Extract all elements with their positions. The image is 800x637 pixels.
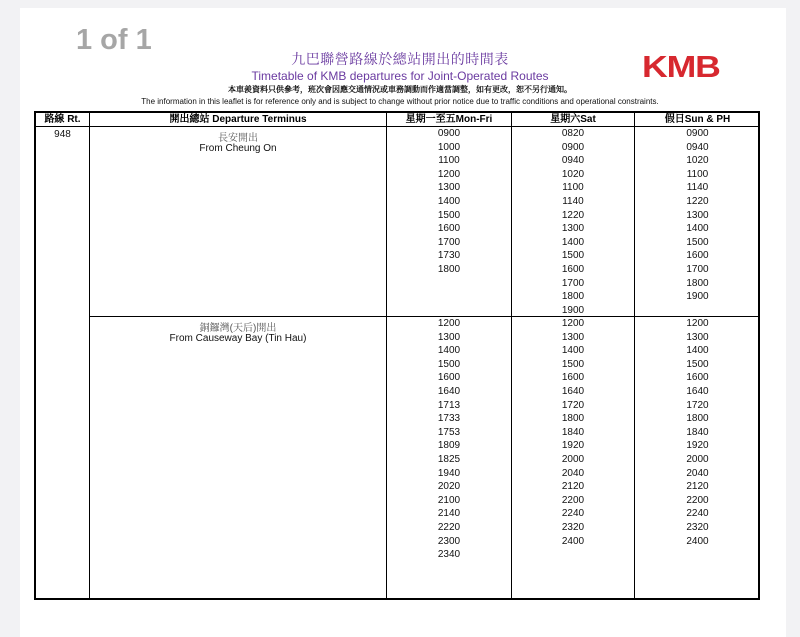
departure-time: 1200 (686, 318, 709, 329)
departure-time: 2200 (561, 494, 585, 506)
times-sunph-2 (635, 317, 760, 548)
departure-time: 1100 (438, 155, 460, 167)
departure-time: 1140 (686, 182, 709, 194)
departure-time: 1825 (437, 453, 461, 465)
times-sat-2 (512, 317, 634, 548)
departure-time: 1600 (437, 223, 461, 235)
departure-time: 1900 (686, 291, 709, 303)
departure-time: 1400 (686, 345, 709, 357)
departure-time: 1020 (686, 155, 709, 167)
departure-time: 1300 (561, 331, 585, 343)
departure-time: 1840 (561, 426, 585, 438)
departure-time: 2340 (437, 549, 461, 561)
departure-time: 1200 (437, 168, 461, 180)
departure-time: 1800 (686, 413, 709, 425)
departure-time: 1020 (561, 168, 585, 180)
header-route: 路線 Rt. (44, 114, 81, 125)
departure-time: 1300 (437, 182, 461, 194)
times-sat-1 (512, 127, 634, 317)
departure-time: 1400 (561, 345, 585, 357)
departure-time: 1700 (437, 236, 461, 248)
departure-time: 1840 (686, 426, 709, 438)
departure-time: 1920 (686, 440, 709, 452)
terminus-chinese: 銅鑼灣(天后)開出 (199, 323, 277, 334)
departure-time: 2240 (686, 508, 709, 520)
departure-time: 1600 (686, 372, 709, 384)
departure-time: 1720 (686, 399, 709, 411)
header-sat: 星期六Sat (550, 114, 596, 125)
departure-time: 1730 (437, 250, 461, 262)
departure-time: 1500 (437, 358, 461, 370)
departure-time: 1940 (437, 467, 461, 479)
departure-time: 1400 (561, 236, 585, 248)
departure-time: 0900 (561, 141, 585, 153)
departure-time: 2040 (561, 467, 585, 479)
departure-time: 1200 (561, 318, 585, 329)
departure-time: 2040 (686, 467, 709, 479)
departure-time: 1700 (561, 277, 585, 289)
departure-time: 1600 (686, 250, 709, 262)
departure-time: 1800 (561, 291, 585, 303)
notice-english: The information in this leaflet is for reference only and is subject to change without prior notice due to traffic conditions and operational constraints. (141, 97, 659, 106)
departure-time: 1640 (561, 385, 585, 397)
departure-time: 1800 (437, 263, 461, 275)
times-monfri-2 (387, 317, 511, 562)
departure-time: 0940 (686, 141, 709, 153)
departure-time: 2400 (686, 535, 709, 547)
departure-time: 2300 (437, 535, 461, 547)
notice-chinese: 本車羨資料只供參考，班次會因應交通情況或車務調動而作適當調整，如有更改，恕不另行通知。 (228, 85, 572, 94)
departure-time: 1220 (686, 195, 709, 207)
departure-time: 1809 (437, 440, 461, 452)
departure-time: 1640 (686, 385, 709, 397)
departure-time: 0820 (561, 128, 585, 139)
departure-time: 1140 (562, 195, 584, 207)
departure-time: 0940 (561, 155, 585, 167)
departure-time: 1500 (686, 236, 709, 248)
header-terminus: 開出總站 Departure Terminus (169, 114, 307, 125)
departure-time: 1100 (562, 182, 584, 194)
departure-time: 2100 (437, 494, 461, 506)
departure-time: 0900 (686, 128, 709, 139)
departure-time: 2320 (686, 521, 709, 533)
departure-time: 2140 (437, 508, 461, 520)
departure-time: 0900 (437, 128, 461, 139)
title-chinese: 九巴聯營路線於總站開出的時間表 (291, 52, 509, 68)
departure-time: 1920 (561, 440, 585, 452)
departure-time: 1500 (437, 209, 461, 221)
column-divider (89, 113, 90, 598)
title-english: Timetable of KMB departures for Joint-Operated Routes (251, 69, 549, 83)
departure-time: 1800 (561, 413, 585, 425)
header-sunph: 假日Sun & PH (664, 114, 731, 125)
departure-time: 2120 (686, 481, 709, 493)
departure-time: 1220 (561, 209, 585, 221)
departure-time: 1400 (437, 345, 461, 357)
departure-time: 1733 (437, 413, 461, 425)
departure-time: 2220 (437, 521, 461, 533)
terminus-english: From Causeway Bay (Tin Hau) (169, 333, 307, 344)
departure-time: 1300 (686, 331, 709, 343)
departure-time: 2400 (561, 535, 585, 547)
departure-time: 2000 (686, 453, 709, 465)
departure-time: 1300 (686, 209, 709, 221)
departure-time: 1500 (561, 358, 585, 370)
departure-time: 1640 (437, 385, 461, 397)
departure-time: 1600 (561, 263, 585, 275)
route-number: 948 (54, 129, 71, 140)
departure-time: 1300 (437, 331, 461, 343)
departure-time: 1700 (686, 263, 709, 275)
departure-time: 1000 (437, 141, 461, 153)
departure-time: 1720 (561, 399, 585, 411)
terminus-chinese: 長安開出 (218, 133, 258, 144)
departure-time: 1800 (686, 277, 709, 289)
terminus-english: From Cheung On (199, 143, 277, 154)
departure-time: 1400 (437, 195, 461, 207)
timetable (34, 111, 760, 600)
departure-time: 1600 (561, 372, 585, 384)
departure-time: 1500 (561, 250, 585, 262)
departure-time: 1900 (561, 304, 585, 316)
departure-time: 2020 (437, 481, 461, 493)
departure-time: 2120 (561, 481, 585, 493)
departure-time: 1500 (686, 358, 709, 370)
departure-time: 1600 (437, 372, 461, 384)
header-monfri: 星期一至五Mon-Fri (405, 114, 493, 125)
departure-time: 1300 (561, 223, 585, 235)
departure-time: 1100 (686, 168, 709, 180)
times-monfri-1 (387, 127, 511, 277)
departure-time: 1200 (437, 318, 461, 329)
departure-time: 1753 (437, 426, 461, 438)
departure-time: 1713 (437, 399, 461, 411)
kmb-logo: KMB (642, 49, 720, 84)
departure-time: 2240 (561, 508, 585, 520)
departure-time: 2320 (561, 521, 585, 533)
times-sunph-1 (635, 127, 760, 304)
departure-time: 2200 (686, 494, 709, 506)
departure-time: 2000 (561, 453, 585, 465)
page-indicator: 1 of 1 (76, 24, 152, 56)
departure-time: 1400 (686, 223, 709, 235)
